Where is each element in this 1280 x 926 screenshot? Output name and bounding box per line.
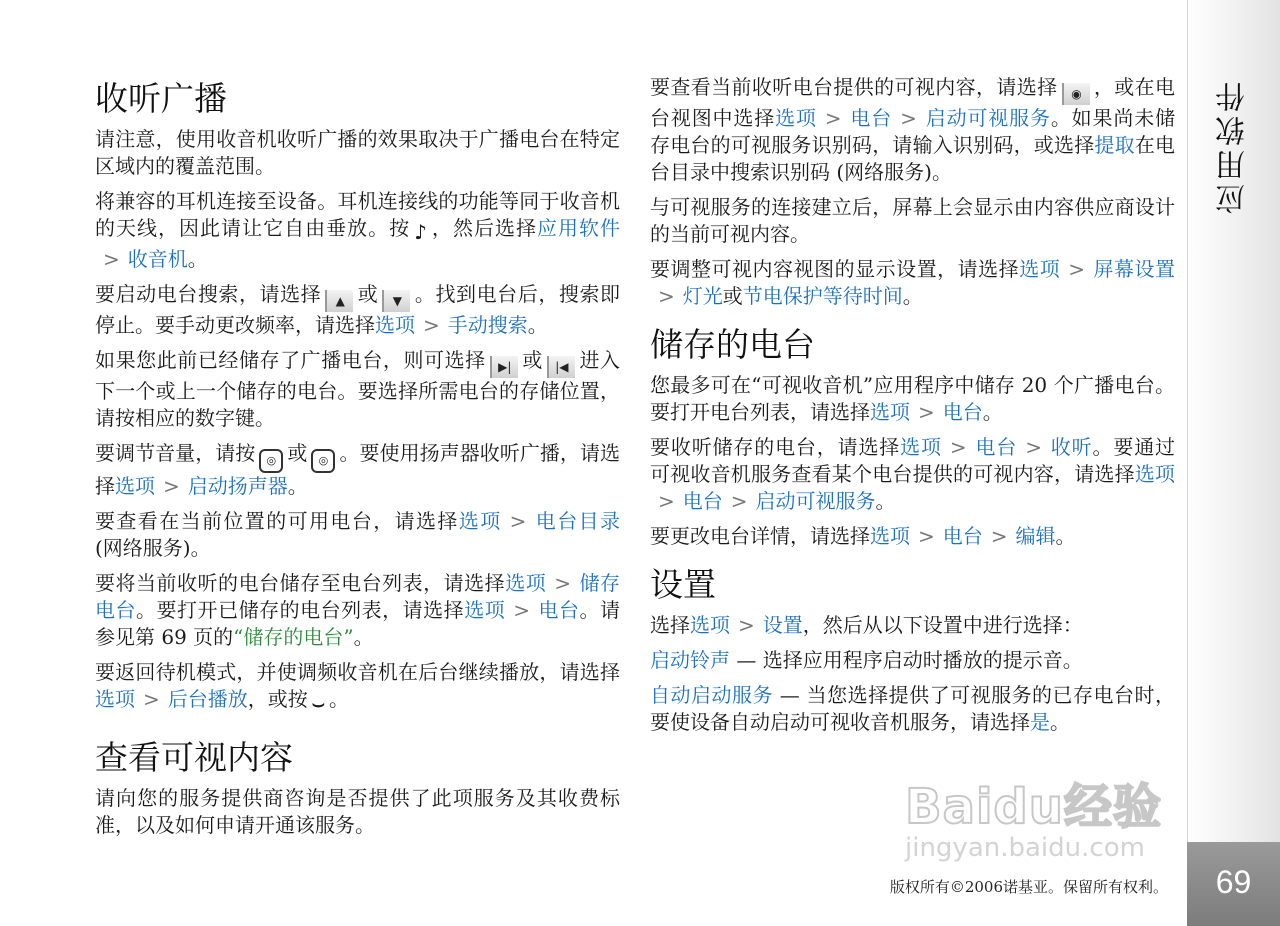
- link-stations[interactable]: 电台: [942, 400, 983, 424]
- volume-down-icon: ◎: [259, 449, 283, 473]
- paragraph-listen-stored: 要收听储存的电台，请选择选项 > 电台 > 收听。要通过可视收音机服务查看某个电台提供的可视内容，请选择选项> 电台 > 启动可视服务。: [650, 435, 1176, 513]
- heading-settings: 设置: [650, 565, 716, 604]
- paragraph-provider: 请向您的服务提供商咨询是否提供了此项服务及其收费标准，以及如何申请开通该服务。: [95, 786, 620, 837]
- paragraph-coverage: 请注意，使用收音机收听广播的效果取决于广播电台在特定区域内的覆盖范围。: [95, 127, 620, 178]
- link-power-saver-timeout[interactable]: 节电保护等待时间: [742, 284, 903, 308]
- link-options[interactable]: 选项: [458, 509, 502, 533]
- right-column: [650, 74, 1175, 744]
- paragraph-headset: 将兼容的耳机连接至设备。耳机连接线的功能等同于收音机的天线，因此请让它自由垂放。按 ♪ ，然后选择应用软件> 收音机。: [95, 189, 621, 271]
- paragraph-auto-start: 自动启动服务 — 当您选择提供了可视服务的已存电台时，要使设备自动启动可视收音机服务，请选择是。: [650, 683, 1176, 734]
- link-options[interactable]: 选项: [1134, 462, 1176, 486]
- prev-station-icon: |◀: [547, 356, 575, 378]
- heading-visual-content: 查看可视内容: [95, 738, 293, 777]
- link-listen[interactable]: 收听: [1049, 435, 1093, 459]
- paragraph-save-station: 要将当前收听的电台储存至电台列表，请选择选项 > 储存电台。要打开已储存的电台列表，请选择选项 > 电台。请参见第 69 页的“储存的电台”。: [95, 571, 621, 649]
- copyright-footer: 版权所有©2006诺基亚。保留所有权利。: [889, 878, 1168, 896]
- link-radio[interactable]: 收音机: [127, 247, 188, 271]
- link-settings[interactable]: 设置: [762, 613, 803, 637]
- menu-key-icon: ♪: [414, 220, 427, 244]
- paragraph-directory: 要查看在当前位置的可用电台，请选择选项 > 电台目录 (网络服务)。: [95, 509, 621, 560]
- link-applications[interactable]: 应用软件: [536, 216, 621, 240]
- page-number-box: [1187, 842, 1280, 926]
- chapter-title: 应用软件: [1216, 78, 1251, 214]
- link-start-visual-service[interactable]: 启动可视服务: [924, 106, 1051, 130]
- link-start-tone[interactable]: 启动铃声: [650, 648, 730, 672]
- link-options[interactable]: 选项: [375, 313, 415, 337]
- link-options[interactable]: 选项: [95, 687, 135, 711]
- left-column: [95, 70, 620, 847]
- link-stations[interactable]: 电台: [849, 106, 893, 130]
- link-options[interactable]: 选项: [505, 571, 547, 595]
- link-stations[interactable]: 电台: [682, 489, 723, 513]
- visual-service-icon: ◉: [1062, 83, 1090, 105]
- paragraph-background: 要返回待机模式，并使调频收音机在后台继续播放，请选择选项 > 后台播放，或按 ⌣ 。: [95, 660, 620, 715]
- paragraph-store-limit: 您最多可在“可视收音机”应用程序中储存 20 个广播电台。要打开电台列表，请选择选项 > 电台。: [650, 373, 1175, 424]
- end-key-icon: ⌣: [311, 691, 325, 715]
- paragraph-view-visual: 要查看当前收听电台提供的可视内容，请选择 ◉ ，或在电台视图中选择选项 > 电台 > 启动可视服务。如果尚未储存电台的可视服务识别码，请输入识别码，或选择提取在电台目录中搜索识别码 (网络服务)。: [650, 75, 1176, 184]
- link-save-station[interactable]: 储存电台: [95, 571, 621, 622]
- link-backlight[interactable]: 灯光: [682, 284, 723, 308]
- link-options[interactable]: 选项: [115, 474, 155, 498]
- link-retrieve[interactable]: 提取: [1094, 133, 1135, 157]
- link-auto-start-service[interactable]: 自动启动服务: [650, 683, 773, 707]
- link-options[interactable]: 选项: [775, 106, 817, 130]
- search-down-icon: ▼: [382, 290, 410, 312]
- link-start-visual-service[interactable]: 启动可视服务: [755, 489, 876, 513]
- link-options[interactable]: 选项: [900, 435, 942, 459]
- search-up-icon: ▲: [325, 290, 353, 312]
- link-station-directory[interactable]: 电台目录: [534, 509, 621, 533]
- link-loudspeaker[interactable]: 启动扬声器: [187, 474, 288, 498]
- paragraph-settings-intro: 选择选项 > 设置，然后从以下设置中进行选择：: [650, 613, 1083, 637]
- paragraph-edit-details: 要更改电台详情，请选择选项 > 电台 > 编辑。: [650, 524, 1076, 548]
- page-number: 69: [1215, 864, 1252, 900]
- link-stations[interactable]: 电台: [942, 524, 983, 548]
- link-stations[interactable]: 电台: [537, 598, 580, 622]
- heading-stored-stations: 储存的电台: [650, 325, 815, 364]
- watermark-url: jingyan.baidu.com: [905, 833, 1145, 863]
- link-yes[interactable]: 是: [1030, 710, 1050, 734]
- link-stations[interactable]: 电台: [974, 435, 1018, 459]
- paragraph-search: 要启动电台搜索，请选择 ▲ 或 ▼ 。找到电台后，搜索即停止。要手动更改频率，请选择选项 > 手动搜索。: [95, 282, 621, 337]
- link-options[interactable]: 选项: [1019, 257, 1061, 281]
- paragraph-stored-stations: 如果您此前已经储存了广播电台，则可选择 ▶| 或 |◀ 进入下一个或上一个储存的电台。要选择所需电台的存储位置，请按相应的数字键。: [95, 348, 621, 430]
- xref-stored-stations[interactable]: “储存的电台”: [233, 625, 354, 649]
- volume-up-icon: ◎: [311, 449, 335, 473]
- heading-listen-radio: 收听广播: [95, 79, 227, 118]
- link-play-background[interactable]: 后台播放: [167, 687, 248, 711]
- watermark-logo: Baidu经验: [905, 779, 1162, 835]
- link-manual-search[interactable]: 手动搜索: [447, 313, 528, 337]
- paragraph-display-settings: 要调整可视内容视图的显示设置，请选择选项 > 屏幕设置> 灯光或节电保护等待时间。: [650, 257, 1176, 308]
- paragraph-connection: 与可视服务的连接建立后，屏幕上会显示由内容供应商设计的当前可视内容。: [650, 195, 1175, 246]
- baidu-watermark: [905, 768, 1185, 868]
- link-edit[interactable]: 编辑: [1015, 524, 1056, 548]
- paragraph-start-tone: 启动铃声 — 选择应用程序启动时播放的提示音。: [650, 648, 1083, 672]
- paragraph-volume: 要调节音量，请按 ◎ 或 ◎ 。要使用扬声器收听广播，请选择选项 > 启动扬声器。: [95, 441, 621, 498]
- link-options[interactable]: 选项: [464, 598, 506, 622]
- link-display-settings[interactable]: 屏幕设置: [1092, 257, 1176, 281]
- next-station-icon: ▶|: [490, 356, 518, 378]
- link-options[interactable]: 选项: [690, 613, 730, 637]
- link-options[interactable]: 选项: [870, 400, 910, 424]
- link-options[interactable]: 选项: [870, 524, 910, 548]
